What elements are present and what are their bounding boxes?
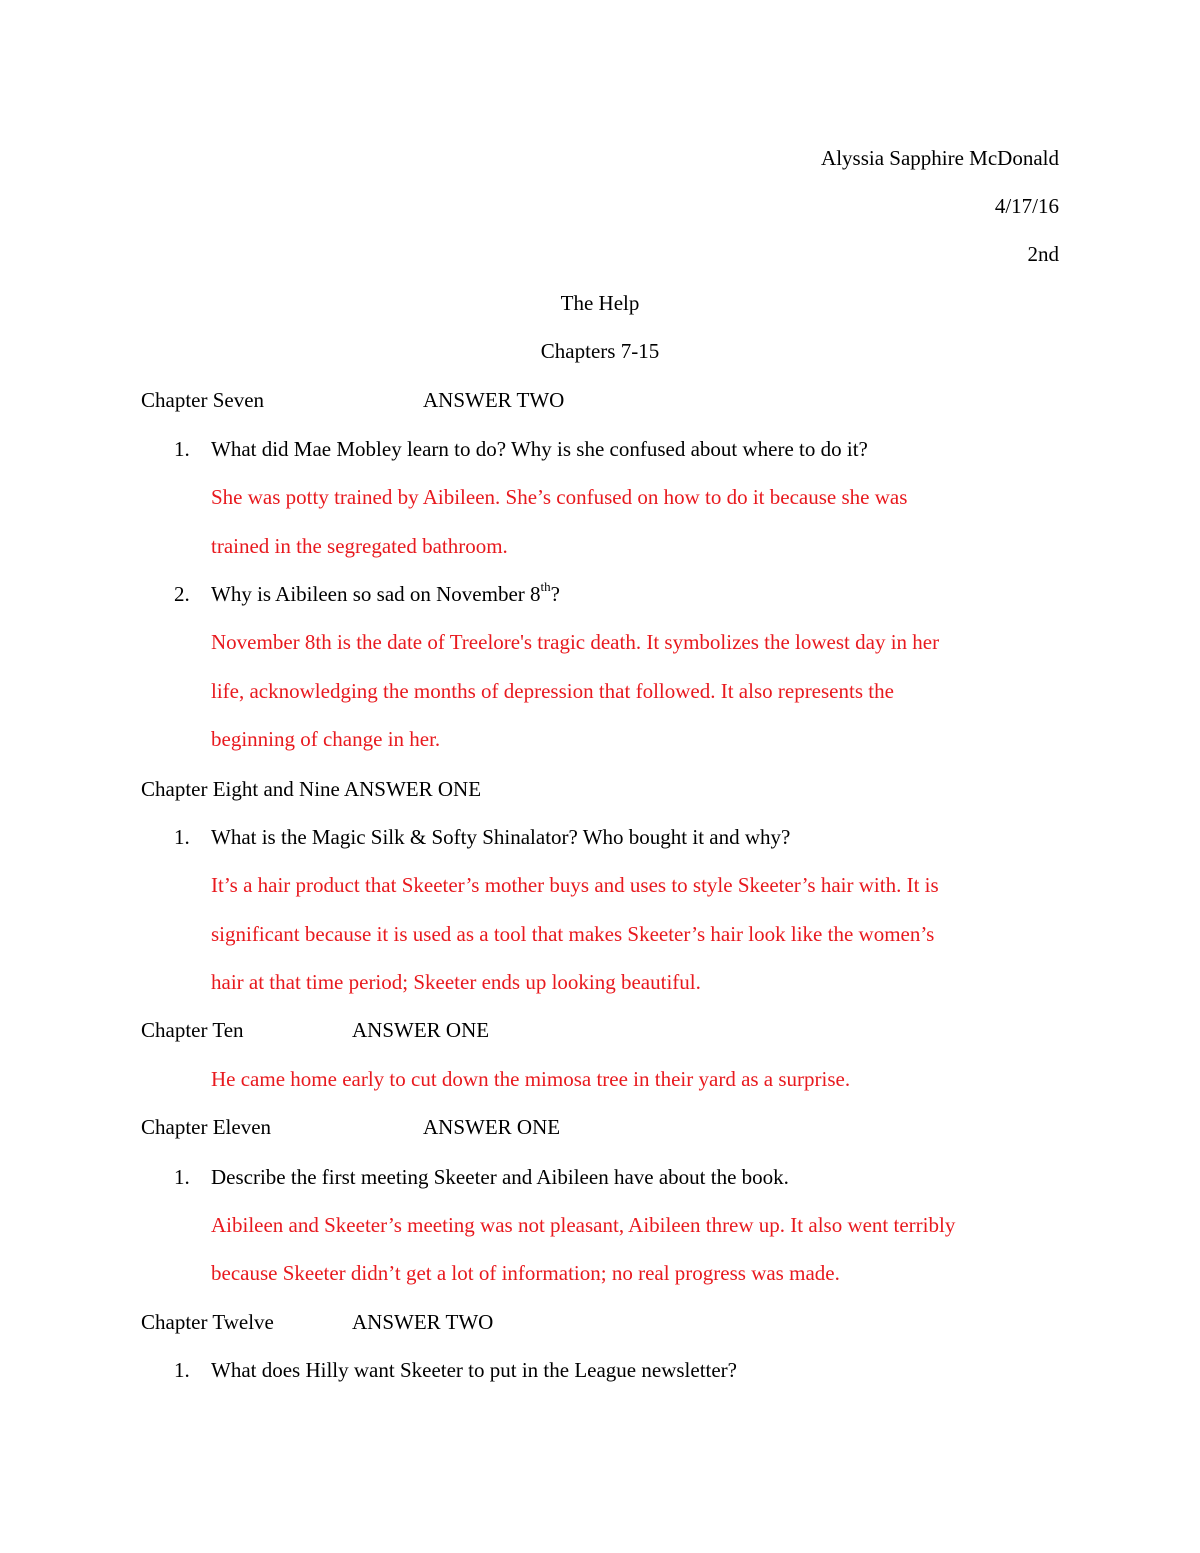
question-text-main: Why is Aibileen so sad on November 8 bbox=[211, 582, 541, 606]
answer-line: She was potty trained by Aibileen. She’s confused on how to do it because she was bbox=[211, 485, 908, 509]
section-heading-chapter-seven: Chapter Seven bbox=[141, 388, 265, 412]
question-text: Describe the first meeting Skeeter and Aibileen have about the book. bbox=[211, 1165, 789, 1189]
answer-line: November 8th is the date of Treelore's tragic death. It symbolizes the lowest day in her bbox=[211, 630, 940, 654]
answer-line: significant because it is used as a tool that makes Skeeter’s hair look like the women’s bbox=[211, 922, 935, 946]
question-text-end: ? bbox=[550, 582, 560, 606]
ordinal-superscript: th bbox=[540, 579, 551, 594]
section-heading-chapter-eleven: Chapter Eleven bbox=[141, 1115, 272, 1139]
section-heading-chapter-eight-nine: Chapter Eight and Nine ANSWER ONE bbox=[141, 777, 482, 801]
section-tag-chapter-ten: ANSWER ONE bbox=[352, 1018, 490, 1042]
answer-line: hair at that time period; Skeeter ends up looking beautiful. bbox=[211, 970, 701, 994]
question-number: 1. bbox=[174, 1165, 190, 1189]
answer-line: because Skeeter didn’t get a lot of information; no real progress was made. bbox=[211, 1261, 840, 1285]
section-tag-chapter-eleven: ANSWER ONE bbox=[423, 1115, 561, 1139]
answer-line: life, acknowledging the months of depression that followed. It also represents the bbox=[211, 679, 894, 703]
section-heading-chapter-ten: Chapter Ten bbox=[141, 1018, 244, 1042]
question-text: What did Mae Mobley learn to do? Why is she confused about where to do it? bbox=[211, 437, 868, 461]
student-name: Alyssia Sapphire McDonald bbox=[821, 146, 1059, 170]
answer-line: He came home early to cut down the mimosa tree in their yard as a surprise. bbox=[211, 1067, 851, 1091]
book-title: The Help bbox=[560, 291, 640, 315]
question-text: What is the Magic Silk & Softy Shinalator? Who bought it and why? bbox=[211, 825, 791, 849]
section-tag-chapter-twelve: ANSWER TWO bbox=[352, 1310, 494, 1334]
assignment-date: 4/17/16 bbox=[994, 194, 1059, 218]
chapters-subtitle: Chapters 7-15 bbox=[540, 339, 660, 363]
section-heading-chapter-twelve: Chapter Twelve bbox=[141, 1310, 274, 1334]
question-text: What does Hilly want Skeeter to put in the League newsletter? bbox=[211, 1358, 737, 1382]
question-number: 1. bbox=[174, 825, 190, 849]
question-text bbox=[211, 581, 560, 607]
question-number: 2. bbox=[174, 582, 190, 606]
answer-line: beginning of change in her. bbox=[211, 727, 441, 751]
answer-line: Aibileen and Skeeter’s meeting was not pleasant, Aibileen threw up. It also went terribly bbox=[211, 1213, 956, 1237]
answer-line: It’s a hair product that Skeeter’s mother buys and uses to style Skeeter’s hair with. It is bbox=[211, 873, 939, 897]
answer-line: trained in the segregated bathroom. bbox=[211, 534, 508, 558]
question-number: 1. bbox=[174, 1358, 190, 1382]
section-tag-chapter-seven: ANSWER TWO bbox=[423, 388, 565, 412]
class-period: 2nd bbox=[1027, 242, 1059, 266]
question-number: 1. bbox=[174, 437, 190, 461]
